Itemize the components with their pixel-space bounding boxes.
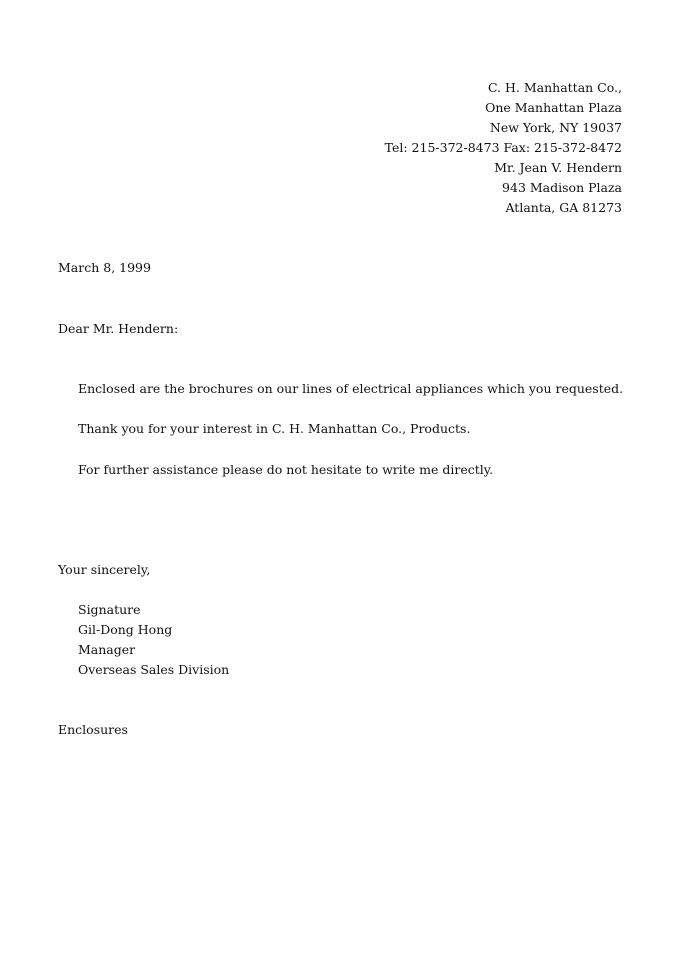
sender-contact: Tel: 215-372-8473 Fax: 215-372-8472 [384, 140, 622, 155]
body-paragraph-1: Enclosed are the brochures on our lines of electrical appliances which you requested. [78, 381, 624, 396]
signature-label: Signature [78, 602, 141, 617]
salutation: Dear Mr. Hendern: [58, 321, 179, 336]
letter-date: March 8, 1999 [58, 260, 151, 275]
sender-company: C. H. Manhattan Co., [487, 80, 622, 95]
sender-city: New York, NY 19037 [489, 120, 622, 135]
body-paragraph-3: For further assistance please do not hesitate to write me directly. [78, 462, 494, 477]
enclosures-note: Enclosures [58, 722, 128, 737]
recipient-city: Atlanta, GA 81273 [505, 200, 622, 215]
signer-name: Gil-Dong Hong [78, 622, 173, 637]
signer-division: Overseas Sales Division [78, 662, 230, 677]
sender-street: One Manhattan Plaza [485, 100, 622, 115]
closing: Your sincerely, [58, 562, 151, 577]
recipient-name: Mr. Jean V. Hendern [494, 160, 622, 175]
signer-title: Manager [78, 642, 136, 657]
body-paragraph-2: Thank you for your interest in C. H. Manhattan Co., Products. [78, 421, 471, 436]
recipient-street: 943 Madison Plaza [502, 180, 622, 195]
